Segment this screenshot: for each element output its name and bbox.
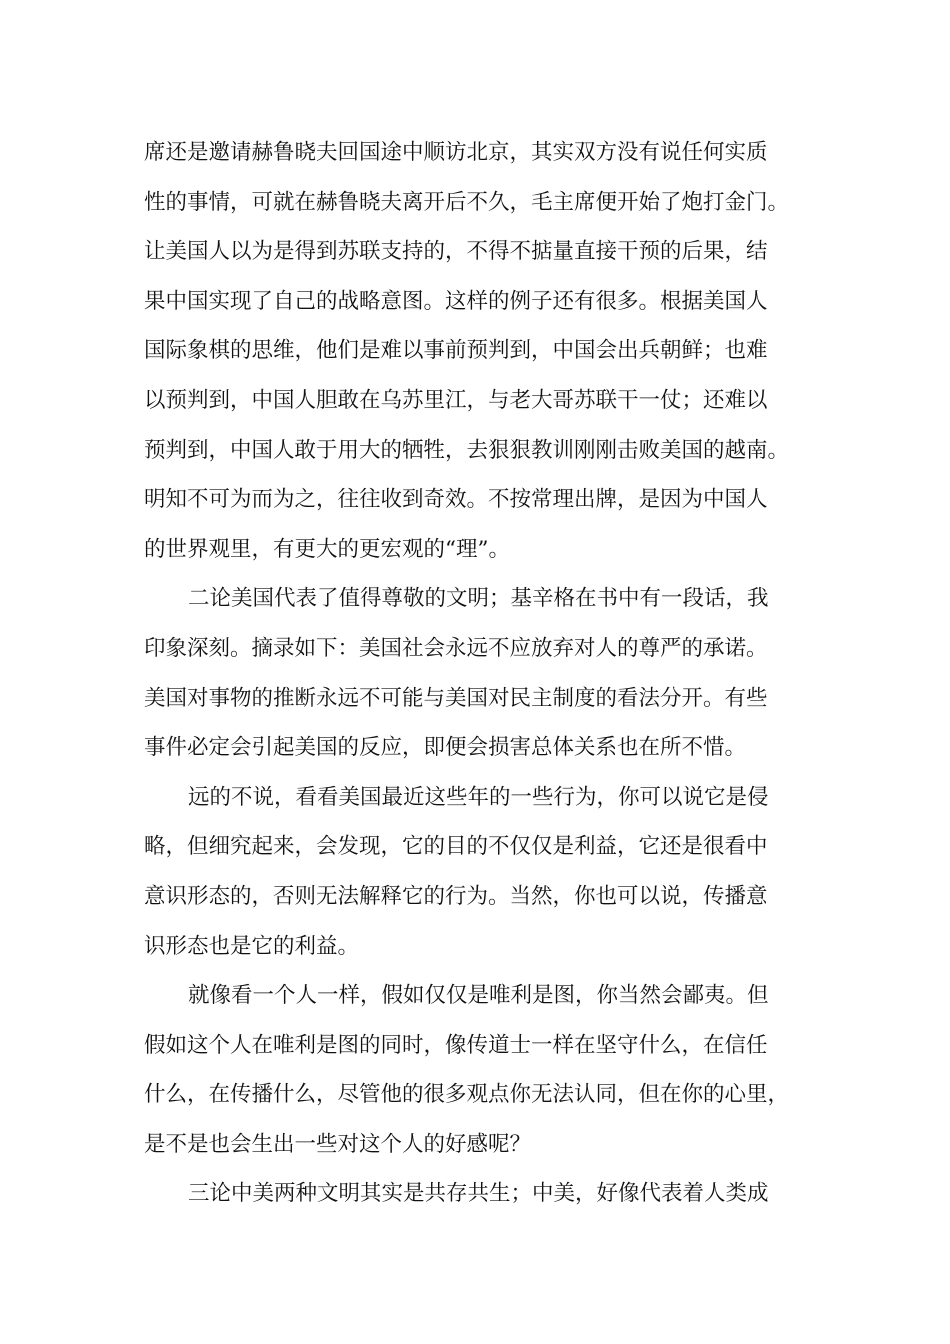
- paragraph: [144, 574, 814, 772]
- text-line: 预判到，中国人敢于用大的牺牲，去狠狠教训刚刚击败美国的越南。: [144, 437, 790, 463]
- text-line: 以预判到，中国人胆敢在乌苏里江，与老大哥苏联干一仗；还难以: [144, 387, 768, 413]
- paragraph: [144, 773, 814, 971]
- text-line: 美国对事物的推断永远不可能与美国对民主制度的看法分开。有些: [144, 685, 768, 711]
- text-line: 就像看一个人一样，假如仅仅是唯利是图，你当然会鄙夷。但: [188, 983, 769, 1009]
- text-line: 印象深刻。摘录如下：美国社会永远不应放弃对人的尊严的承诺。: [144, 635, 768, 661]
- text-line: 远的不说，看看美国最近这些年的一些行为，你可以说它是侵: [188, 784, 769, 810]
- text-line: 意识形态的，否则无法解释它的行为。当然，你也可以说，传播意: [144, 883, 768, 909]
- text-line: 事件必定会引起美国的反应，即便会损害总体关系也在所不惜。: [144, 735, 747, 761]
- paragraph: [144, 971, 814, 1169]
- text-line: 假如这个人在唯利是图的同时，像传道士一样在坚守什么，在信任: [144, 1032, 768, 1058]
- text-line: 国际象棋的思维，他们是难以事前预判到，中国会出兵朝鲜；也难: [144, 338, 768, 364]
- text-line: 的世界观里，有更大的更宏观的“理”。: [144, 536, 510, 562]
- text-line: 性的事情，可就在赫鲁晓夫离开后不久，毛主席便开始了炮打金门。: [144, 189, 790, 215]
- text-line: 席还是邀请赫鲁晓夫回国途中顺访北京，其实双方没有说任何实质: [144, 140, 768, 165]
- document-body: [144, 128, 814, 1219]
- text-line: 明知不可为而为之，往往收到奇效。不按常理出牌，是因为中国人: [144, 487, 768, 513]
- text-line: 让美国人以为是得到苏联支持的，不得不掂量直接干预的后果，结: [144, 239, 768, 265]
- text-line: 什么，在传播什么，尽管他的很多观点你无法认同，但在你的心里，: [144, 1082, 790, 1108]
- text-line: 二论美国代表了值得尊敬的文明；基辛格在书中有一段话，我: [188, 586, 769, 612]
- paragraph: [144, 1169, 814, 1219]
- text-line: 略，但细究起来，会发现，它的目的不仅仅是利益，它还是很看中: [144, 834, 768, 860]
- text-line: 三论中美两种文明其实是共存共生；中美，好像代表着人类成: [188, 1181, 769, 1207]
- text-line: 果中国实现了自己的战略意图。这样的例子还有很多。根据美国人: [144, 288, 768, 314]
- paragraph: [144, 128, 814, 574]
- text-line: 是不是也会生出一些对这个人的好感呢？: [144, 1131, 532, 1157]
- text-line: 识形态也是它的利益。: [144, 933, 360, 959]
